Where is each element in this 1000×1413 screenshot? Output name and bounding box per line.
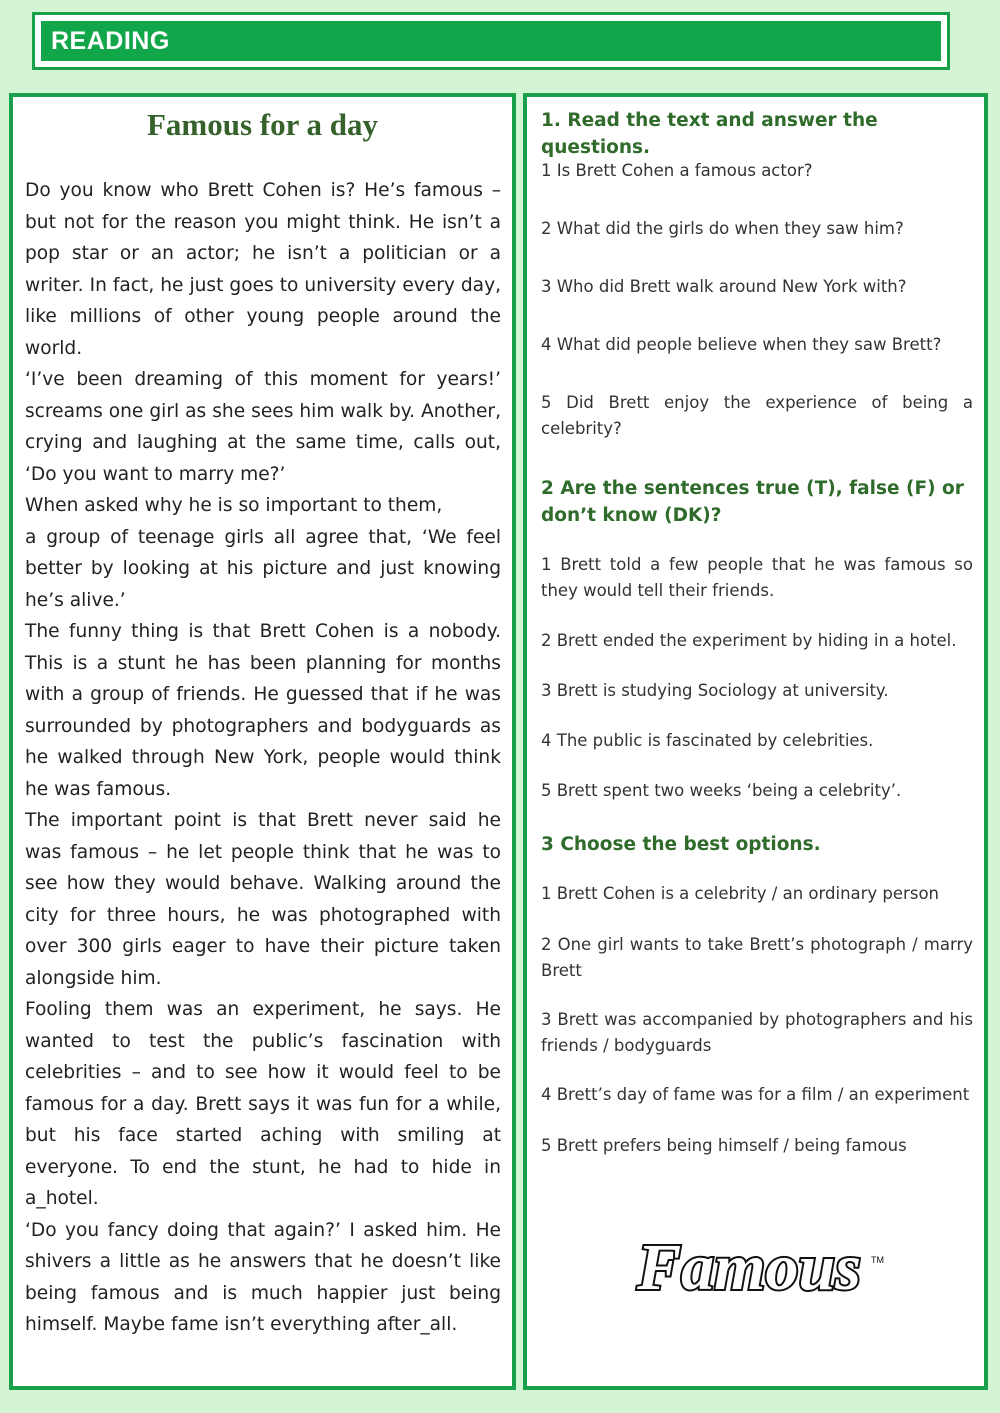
exercise-1-question: 4 What did people believe when they saw Brett? (541, 335, 942, 354)
exercise-1-question: 3 Who did Brett walk around New York with? (541, 277, 907, 296)
exercise-2-statement: 2 Brett ended the experiment by hiding in a hotel. (541, 631, 957, 650)
exercise-2-statement: 1 Brett told a few people that he was famous so they would tell their friends. (541, 555, 973, 600)
exercise-1-question: 5 Did Brett enjoy the experience of being a celebrity? (541, 393, 973, 438)
exercise-2-statement: 4 The public is fascinated by celebrities. (541, 731, 874, 750)
story-paragraph: a group of teenage girls all agree that, ‘We feel better by looking at his picture and just knowing he’s alive.’ (25, 526, 501, 611)
story-paragraph: The funny thing is that Brett Cohen is a nobody. This is a stunt he has been planning for months with a group of friends. He guessed that if he was surrounded by photographers and bodyguards as he walked through New York, people would think he was famous. (25, 621, 501, 800)
exercise-3-option: 2 One girl wants to take Brett’s photograph / marry Brett (541, 935, 973, 980)
exercise-3-heading: 3 Choose the best options. (541, 834, 821, 855)
exercise-1-question: 2 What did the girls do when they saw him? (541, 219, 904, 238)
story-paragraph: Do you know who Brett Cohen is? He’s famous – but not for the reason you might think. He isn’t a pop star or an actor; he isn’t a politician or a writer. In fact, he just goes to university every day, like millions of other young people around the world. (25, 180, 501, 359)
exercise-1-heading: 1. Read the text and answer the questions. (541, 110, 878, 158)
exercise-3-option: 1 Brett Cohen is a celebrity / an ordinary person (541, 884, 939, 903)
story-body (25, 175, 501, 1341)
story-paragraph: ‘Do you fancy doing that again?’ I asked him. He shivers a little as he answers that he doesn’t like being famous and is much happier just being himself. Maybe fame isn’t everything after_all. (25, 1219, 501, 1335)
header-bar (41, 21, 941, 61)
famous-logo (621, 1205, 884, 1315)
exercise-2-heading: 2 Are the sentences true (T), false (F) or don’t know (DK)? (541, 478, 964, 526)
story-paragraph: ‘I’ve been dreaming of this moment for years!’ screams one girl as she sees him walk by. Another, crying and laughing at the same time, calls out, ‘Do you want to marry me?’ (25, 369, 501, 485)
exercise-3-option: 4 Brett’s day of fame was for a film / an experiment (541, 1085, 970, 1104)
exercise-3-option: 3 Brett was accompanied by photographers and his friends / bodyguards (541, 1010, 973, 1055)
story-paragraph: Fooling them was an experiment, he says. He wanted to test the public’s fascination with celebrities – and to see how it would feel to be famous for a day. Brett says it was fun for a while, but his face started aching with smiling at everyone. To end the stunt, he had to hide in a_hotel. (25, 999, 501, 1209)
exercise-2-statement: 3 Brett is studying Sociology at university. (541, 681, 889, 700)
exercise-3-option: 5 Brett prefers being himself / being famous (541, 1136, 907, 1155)
logo-text: Famous (637, 1231, 861, 1304)
story-title: Famous for a day (146, 107, 379, 142)
exercise-1-question: 1 Is Brett Cohen a famous actor? (541, 161, 813, 180)
story-panel (9, 93, 516, 1390)
story-paragraph: The important point is that Brett never said he was famous – he let people think that he was to see how they would behave. Walking around the city for three hours, he was photographed with over 300 girls eager to have their picture taken alongside him. (25, 810, 501, 989)
header-frame (32, 12, 950, 70)
exercises-panel (523, 93, 988, 1390)
section-title: READING (51, 27, 170, 55)
story-paragraph: When asked why he is so important to them, (25, 495, 443, 516)
exercise-2-statement: 5 Brett spent two weeks ‘being a celebrity’. (541, 781, 902, 800)
trademark-label: TM (871, 1255, 884, 1265)
